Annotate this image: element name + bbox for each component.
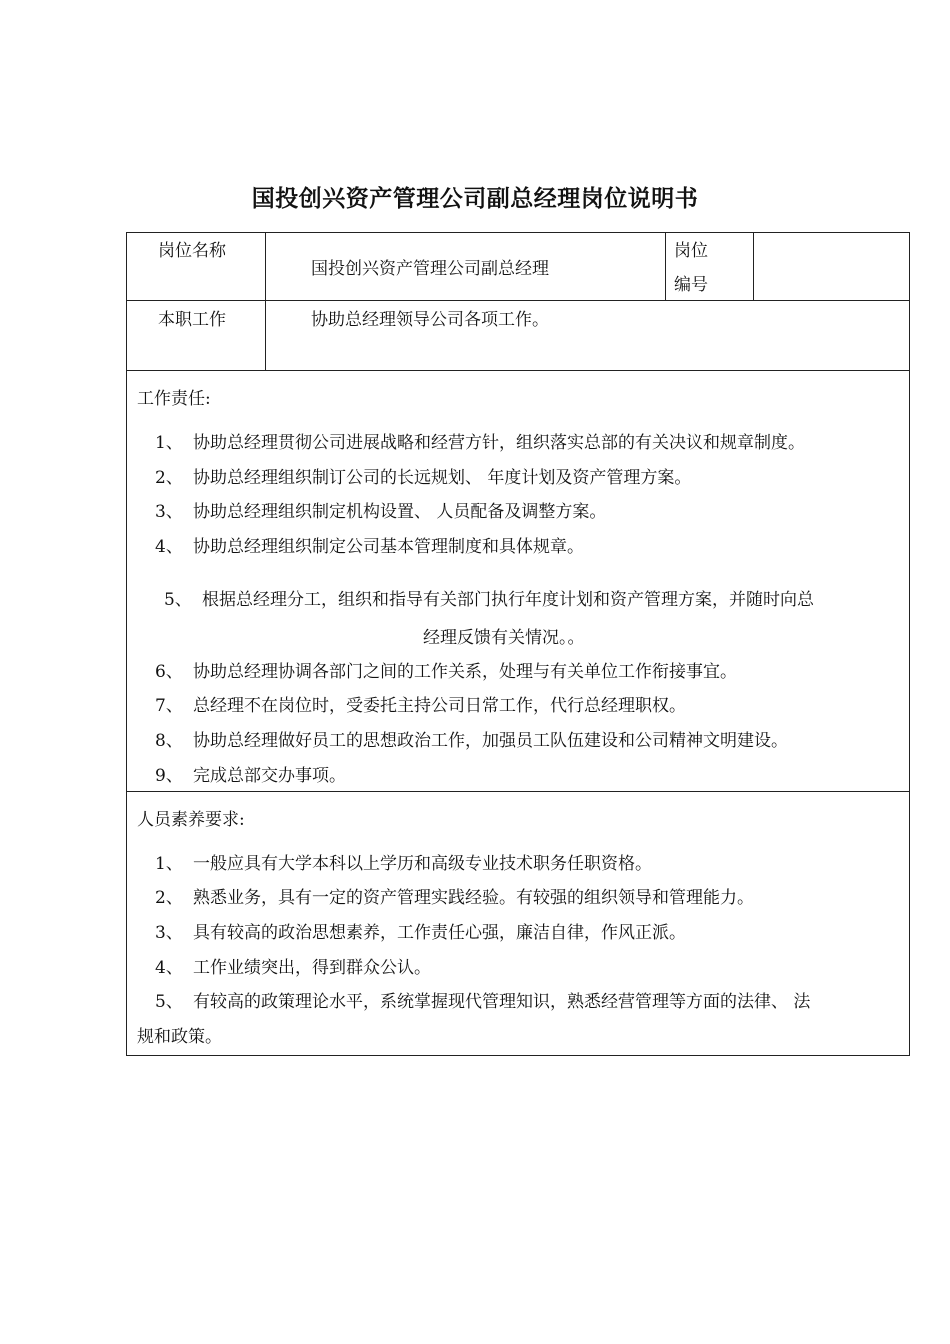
list-item-continuation: 规和政策。 (137, 1027, 222, 1047)
requirements-heading: 人员素养要求: (137, 810, 245, 830)
list-item-number: 5、 (155, 992, 183, 1012)
list-item-number: 4、 (155, 958, 183, 978)
document-title: 国投创兴资产管理公司副总经理岗位说明书 (251, 186, 699, 212)
list-item: 有较高的政策理论水平，系统掌握现代管理知识，熟悉经营管理等方面的法律、 法 (193, 992, 811, 1012)
list-item-number: 6、 (155, 662, 183, 682)
position-name-label: 岗位名称 (158, 241, 226, 261)
list-item-continuation: 经理反馈有关情况。。 (423, 628, 585, 648)
list-item: 协助总经理协调各部门之间的工作关系，处理与有关单位工作衔接事宜。 (193, 662, 737, 682)
list-item-number: 1、 (155, 433, 183, 453)
duty-label: 本职工作 (158, 310, 226, 330)
list-item-number: 9、 (155, 766, 183, 786)
col-divider (265, 232, 266, 370)
list-item-number: 8、 (155, 731, 183, 751)
list-item: 协助总经理做好员工的思想政治工作，加强员工队伍建设和公司精神文明建设。 (193, 731, 788, 751)
row-divider (126, 791, 910, 792)
list-item-number: 2、 (155, 888, 183, 908)
list-item-number: 2、 (155, 468, 183, 488)
position-name-value: 国投创兴资产管理公司副总经理 (311, 259, 549, 279)
col-divider (753, 232, 754, 301)
list-item-number: 3、 (155, 502, 183, 522)
list-item: 工作业绩突出，得到群众公认。 (193, 958, 431, 978)
position-number-label: 岗位 (674, 241, 708, 261)
col-divider (665, 232, 666, 301)
list-item: 一般应具有大学本科以上学历和高级专业技术职务任职资格。 (193, 854, 652, 874)
list-item: 根据总经理分工，组织和指导有关部门执行年度计划和资产管理方案，并随时向总 (202, 590, 814, 610)
list-item: 完成总部交办事项。 (193, 766, 346, 786)
list-item: 协助总经理组织制定机构设置、 人员配备及调整方案。 (193, 502, 607, 522)
list-item: 协助总经理贯彻公司进展战略和经营方针，组织落实总部的有关决议和规章制度。 (193, 433, 805, 453)
list-item-number: 3、 (155, 923, 183, 943)
list-item-number: 4、 (155, 537, 183, 557)
list-item: 协助总经理组织制订公司的长远规划、 年度计划及资产管理方案。 (193, 468, 692, 488)
list-item-number: 5、 (164, 590, 192, 610)
list-item: 总经理不在岗位时，受委托主持公司日常工作，代行总经理职权。 (193, 696, 686, 716)
list-item-number: 7、 (155, 696, 183, 716)
list-item-number: 1、 (155, 854, 183, 874)
position-number-label: 编号 (674, 275, 708, 295)
list-item: 具有较高的政治思想素养，工作责任心强，廉洁自律，作风正派。 (193, 923, 686, 943)
list-item: 协助总经理组织制定公司基本管理制度和具体规章。 (193, 537, 584, 557)
row-divider (126, 300, 910, 301)
row-divider (126, 370, 910, 371)
responsibilities-heading: 工作责任: (137, 389, 211, 409)
duty-value: 协助总经理领导公司各项工作。 (311, 310, 549, 330)
list-item: 熟悉业务，具有一定的资产管理实践经验。有较强的组织领导和管理能力。 (193, 888, 754, 908)
